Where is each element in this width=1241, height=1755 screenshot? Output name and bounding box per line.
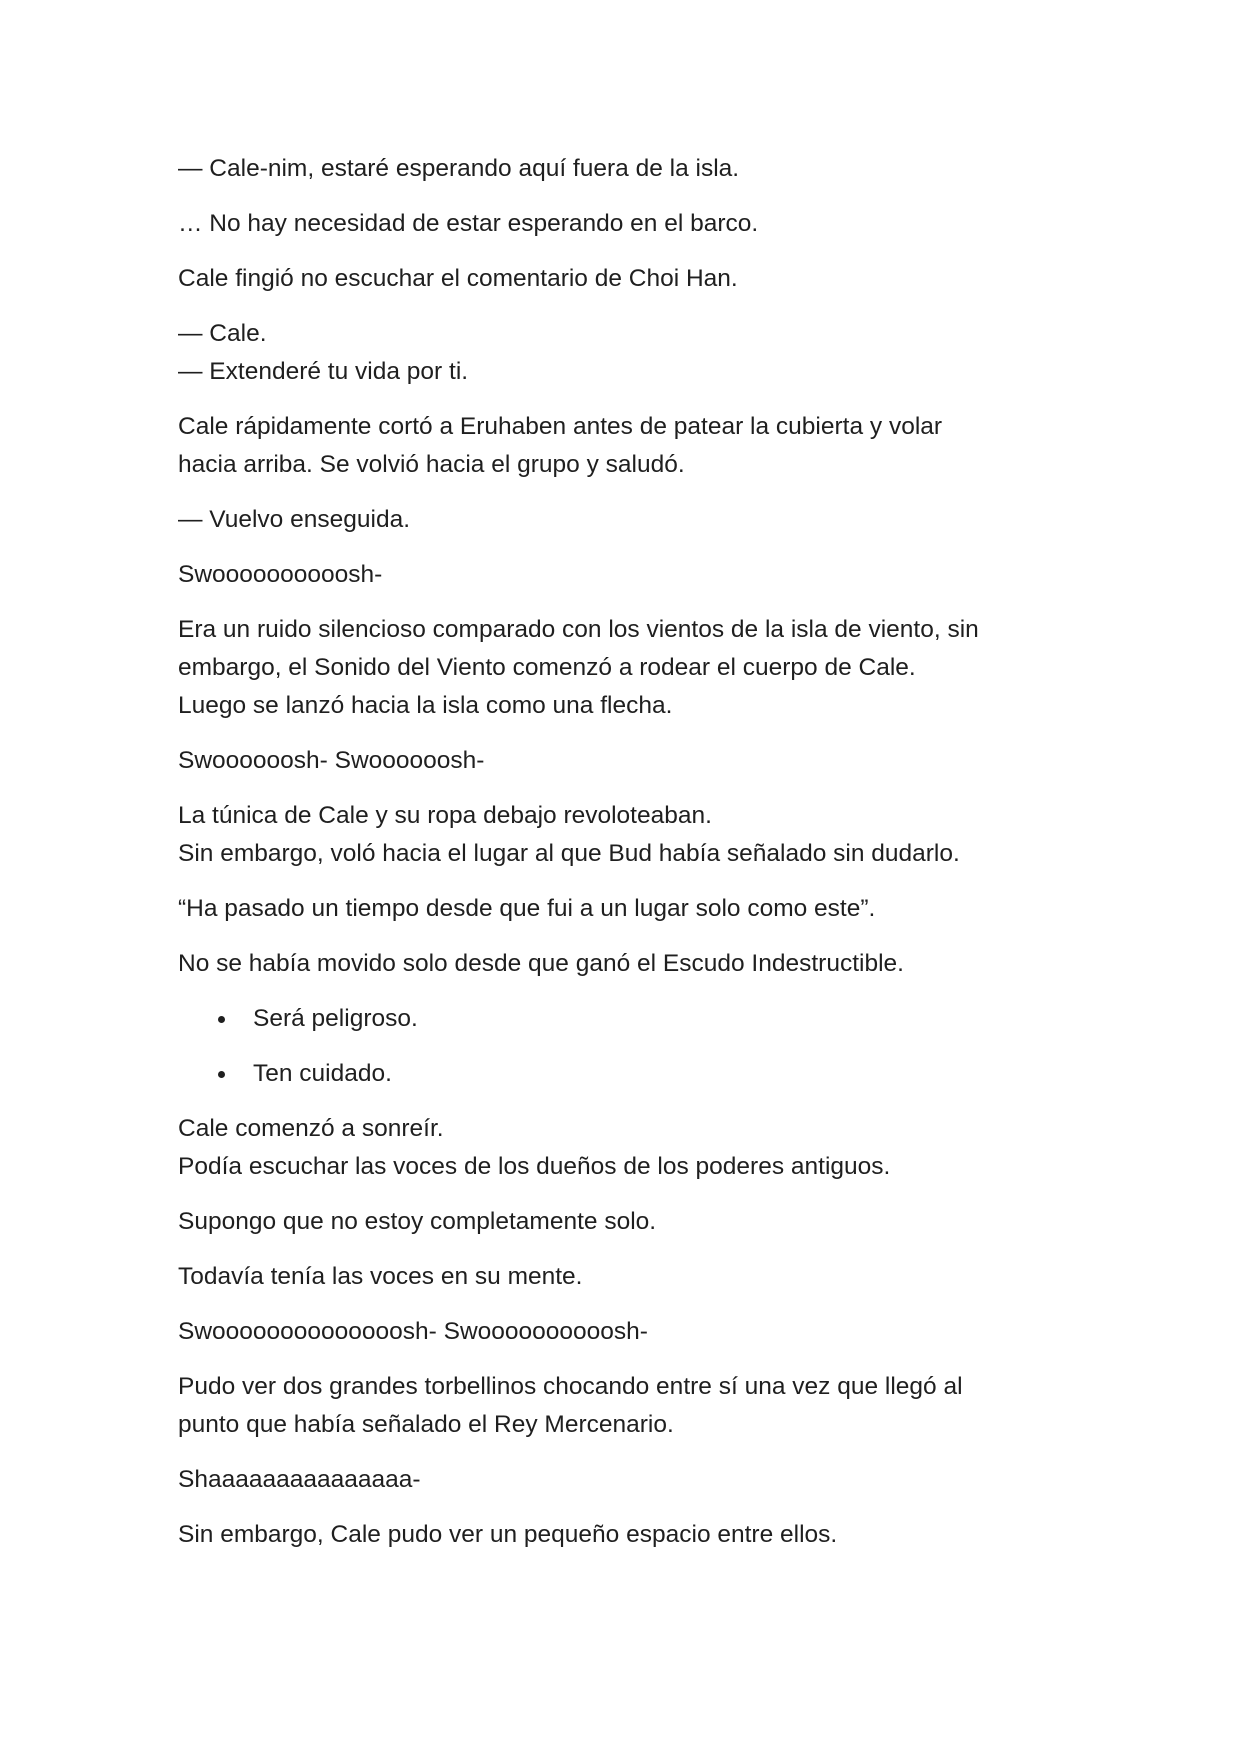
paragraph-line: — Cale-nim, estaré esperando aquí fuera de la isla. — [178, 155, 740, 182]
paragraph-line: … No hay necesidad de estar esperando en el barco. — [178, 210, 759, 237]
paragraph — [178, 315, 1121, 391]
paragraph — [178, 797, 1121, 873]
paragraph-line: Swoooooosh- Swoooooosh- — [178, 747, 485, 774]
paragraph-line: Cale rápidamente cortó a Eruhaben antes de patear la cubierta y volar — [178, 413, 943, 440]
paragraph-line: No se había movido solo desde que ganó el Escudo Indestructible. — [178, 950, 904, 977]
paragraph-line: Swoooooooooosh- — [178, 561, 383, 588]
bullet-text: Ten cuidado. — [253, 1060, 392, 1087]
paragraph-line: embargo, el Sonido del Viento comenzó a rodear el cuerpo de Cale. — [178, 654, 916, 681]
paragraph — [178, 1110, 1121, 1186]
paragraph — [178, 1461, 1121, 1499]
text-block-bottom — [178, 1110, 1121, 1554]
paragraph — [178, 1258, 1121, 1296]
paragraph — [178, 1203, 1121, 1241]
bullet-item — [178, 1055, 1121, 1093]
paragraph — [178, 260, 1121, 298]
bullet-list — [178, 1000, 1121, 1093]
paragraph — [178, 150, 1121, 188]
bullet-item — [178, 1000, 1121, 1038]
paragraph-line: — Extenderé tu vida por ti. — [178, 358, 469, 385]
paragraph-line: hacia arriba. Se volvió hacia el grupo y saludó. — [178, 451, 685, 478]
bullet-dot-icon — [218, 1071, 225, 1078]
paragraph — [178, 205, 1121, 243]
paragraph-line: La túnica de Cale y su ropa debajo revoloteaban. — [178, 802, 712, 829]
paragraph-line: Era un ruido silencioso comparado con los vientos de la isla de viento, sin — [178, 616, 979, 643]
paragraph — [178, 742, 1121, 780]
bullet-dot-icon — [218, 1016, 225, 1023]
paragraph — [178, 408, 1121, 484]
paragraph-line: Shaaaaaaaaaaaaaaa- — [178, 1466, 421, 1493]
paragraph-line: Sin embargo, voló hacia el lugar al que Bud había señalado sin dudarlo. — [178, 840, 960, 867]
paragraph-line: Pudo ver dos grandes torbellinos chocando entre sí una vez que llegó al — [178, 1373, 963, 1400]
paragraph-line: Luego se lanzó hacia la isla como una flecha. — [178, 692, 673, 719]
paragraph-line: Podía escuchar las voces de los dueños de los poderes antiguos. — [178, 1153, 891, 1180]
paragraph-line: punto que había señalado el Rey Mercenario. — [178, 1411, 674, 1438]
paragraph — [178, 611, 1121, 725]
paragraph-line: Cale fingió no escuchar el comentario de Choi Han. — [178, 265, 738, 292]
text-block-top — [178, 150, 1121, 983]
paragraph — [178, 501, 1121, 539]
paragraph — [178, 945, 1121, 983]
paragraph-line: “Ha pasado un tiempo desde que fui a un lugar solo como este”. — [178, 895, 876, 922]
paragraph-line: — Cale. — [178, 320, 267, 347]
paragraph — [178, 556, 1121, 594]
paragraph — [178, 1313, 1121, 1351]
paragraph-line: Todavía tenía las voces en su mente. — [178, 1263, 583, 1290]
paragraph-line: Sin embargo, Cale pudo ver un pequeño espacio entre ellos. — [178, 1521, 838, 1548]
paragraph — [178, 890, 1121, 928]
bullet-text: Será peligroso. — [253, 1005, 418, 1032]
paragraph-line: — Vuelvo enseguida. — [178, 506, 410, 533]
paragraph — [178, 1368, 1121, 1444]
paragraph-line: Supongo que no estoy completamente solo. — [178, 1208, 657, 1235]
paragraph — [178, 1516, 1121, 1554]
paragraph-line: Swoooooooooooooosh- Swoooooooooosh- — [178, 1318, 648, 1345]
paragraph-line: Cale comenzó a sonreír. — [178, 1115, 444, 1142]
